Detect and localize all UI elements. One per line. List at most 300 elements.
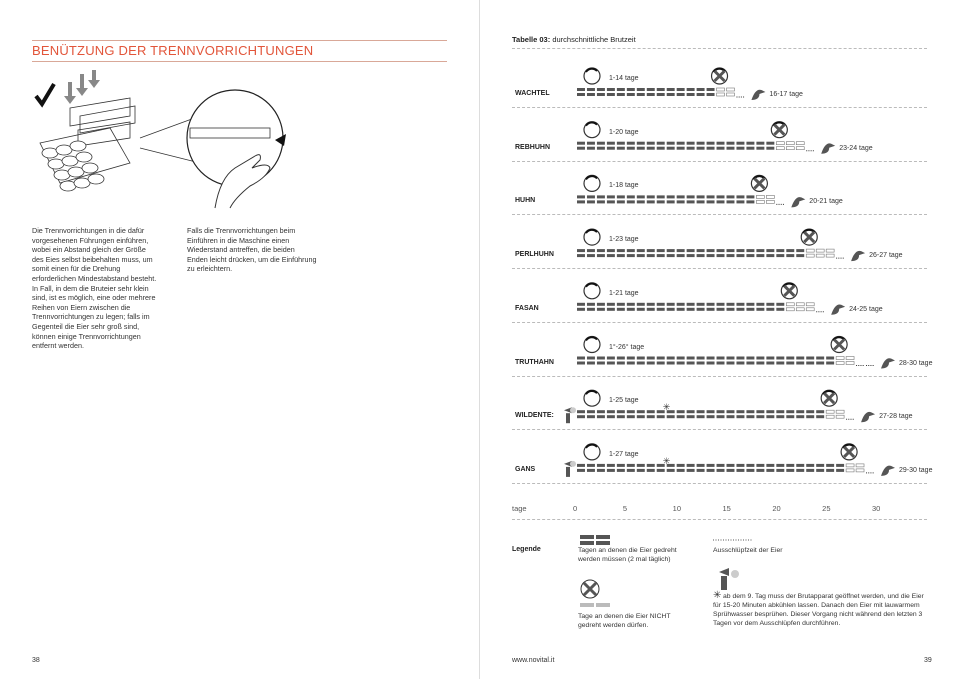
turn-day-bar — [746, 249, 754, 252]
turn-day-bar — [607, 362, 615, 365]
turn-day-bar — [756, 410, 764, 413]
turn-day-bar — [607, 415, 615, 418]
turn-day-bar — [707, 142, 715, 145]
no-turn-day-bar — [766, 200, 774, 203]
turn-day-bar — [607, 200, 615, 203]
turn-day-bar — [587, 254, 595, 257]
turn-day-bar — [727, 249, 735, 252]
turn-day-bar — [577, 469, 585, 472]
turn-day-bar — [816, 415, 824, 418]
turn-day-bar — [617, 469, 625, 472]
bird-icon — [861, 412, 875, 422]
turn-day-bar — [766, 249, 774, 252]
turn-day-bar — [756, 147, 764, 150]
turn-day-bar — [597, 464, 605, 467]
turn-day-bar — [637, 464, 645, 467]
turn-day-bar — [657, 200, 665, 203]
turn-start-icon — [584, 283, 600, 299]
turn-day-bar — [647, 303, 655, 306]
turn-day-bar — [597, 200, 605, 203]
turn-day-bar — [617, 142, 625, 145]
hatch-days-label: 26-27 tage — [869, 252, 903, 260]
turn-day-bar — [806, 362, 814, 365]
turn-day-bar — [717, 195, 725, 198]
turn-day-bar — [796, 410, 804, 413]
turn-day-bar — [736, 362, 744, 365]
turning-days-label: 1-25 tage — [609, 397, 639, 405]
turn-day-bar — [727, 357, 735, 360]
no-turn-day-bar — [756, 195, 764, 198]
turn-day-bar — [756, 249, 764, 252]
turn-day-bar — [816, 362, 824, 365]
turn-day-bar — [746, 200, 754, 203]
turn-day-bar — [627, 464, 635, 467]
turn-day-bar — [766, 147, 774, 150]
turn-day-bar — [796, 469, 804, 472]
turn-day-bar — [766, 357, 774, 360]
turn-day-bar — [627, 142, 635, 145]
no-turn-icon — [841, 444, 857, 460]
turn-day-bar — [806, 410, 814, 413]
turn-day-bar — [697, 303, 705, 306]
turn-day-bar — [687, 308, 695, 311]
turn-day-bar — [806, 415, 814, 418]
no-turn-icon — [821, 390, 837, 406]
turn-day-bar — [746, 303, 754, 306]
turn-day-bar — [637, 415, 645, 418]
turn-day-bar — [697, 254, 705, 257]
turning-days-label: 1-18 tage — [609, 182, 639, 190]
turn-day-bar — [627, 303, 635, 306]
turn-day-bar — [776, 308, 784, 311]
turn-day-bar — [806, 464, 814, 467]
hatch-days-label: 28-30 tage — [899, 359, 933, 367]
turn-day-bar — [687, 93, 695, 96]
turn-day-bar — [647, 357, 655, 360]
turn-day-bar — [647, 469, 655, 472]
bird-icon — [831, 305, 845, 315]
turn-day-bar — [766, 308, 774, 311]
turn-day-bar — [736, 410, 744, 413]
turn-day-bar — [687, 142, 695, 145]
turn-day-bar — [647, 195, 655, 198]
turn-day-bar — [667, 147, 675, 150]
turn-day-bar — [667, 362, 675, 365]
turning-days-label: 1-21 tage — [609, 289, 639, 297]
turn-day-bar — [687, 254, 695, 257]
bird-row-bars — [577, 229, 865, 261]
turn-day-bar — [697, 362, 705, 365]
bird-icon — [851, 251, 865, 261]
no-turn-icon — [771, 122, 787, 138]
turn-day-bar — [597, 88, 605, 91]
hatch-days-label: 20-21 tage — [809, 198, 843, 206]
legend-spray-text: ab dem 9. Tag muss der Brutapparat geöffnet werden, und die Eier für 15-20 Minuten abkühlen lassen. Danach den Eier mit lauwarmem Sprühwasser besprühen. Dieser Vorgang nicht während den letzten 3 Tagen vor dem Ausschlüpfen durchführen. — [713, 593, 924, 627]
turn-day-bar — [776, 362, 784, 365]
table-title-text: durchschnittliche Brutzeit — [552, 35, 636, 44]
turn-day-bar — [627, 249, 635, 252]
turn-day-bar — [697, 249, 705, 252]
no-turn-day-bar — [786, 147, 794, 150]
no-turn-icon — [801, 229, 817, 245]
turn-day-bar — [717, 249, 725, 252]
turn-day-bar — [577, 362, 585, 365]
bird-name: WILDENTE: — [515, 412, 554, 420]
no-turn-day-bar — [816, 254, 824, 257]
turn-day-bar — [736, 357, 744, 360]
legend-title: Legende — [512, 546, 541, 553]
bird-row-bars — [577, 68, 765, 100]
turn-day-bar — [647, 410, 655, 413]
turn-day-bar — [776, 469, 784, 472]
turn-day-bar — [637, 362, 645, 365]
turn-day-bar — [607, 254, 615, 257]
no-turn-day-bar — [836, 415, 844, 418]
no-turn-day-bar — [846, 362, 854, 365]
turn-day-bar — [657, 469, 665, 472]
no-turn-icon — [781, 283, 797, 299]
turn-day-bar — [707, 147, 715, 150]
no-turn-day-bar — [806, 308, 814, 311]
turn-day-bar — [657, 308, 665, 311]
bird-name: FASAN — [515, 304, 539, 312]
no-turn-day-bar — [856, 464, 864, 467]
turn-day-bar — [786, 464, 794, 467]
turn-day-bar — [687, 200, 695, 203]
turn-day-bar — [786, 249, 794, 252]
no-turn-day-bar — [856, 469, 864, 472]
turn-day-bar — [756, 142, 764, 145]
axis-label: tage — [512, 504, 527, 513]
bird-row-bars — [577, 175, 805, 207]
turn-start-icon — [584, 337, 600, 353]
legend-turned-text: Tagen an denen die Eier gedreht werden müssen (2 mal täglich) — [578, 547, 677, 563]
turn-day-bar — [756, 308, 764, 311]
turning-days-label: 1-14 tage — [609, 75, 639, 82]
no-turn-day-bar — [786, 308, 794, 311]
turn-day-bar — [637, 195, 645, 198]
turn-day-bar — [717, 254, 725, 257]
turn-day-bar — [597, 142, 605, 145]
no-turn-day-bar — [836, 410, 844, 413]
turn-day-bar — [746, 195, 754, 198]
turn-day-bar — [727, 415, 735, 418]
turn-day-bar — [736, 415, 744, 418]
turn-day-bar — [687, 410, 695, 413]
no-turn-day-bar — [796, 147, 804, 150]
turn-day-bar — [647, 142, 655, 145]
turn-day-bar — [707, 410, 715, 413]
turn-day-bar — [607, 88, 615, 91]
turn-day-bar — [736, 142, 744, 145]
turn-day-bar — [707, 464, 715, 467]
turn-day-bar — [577, 254, 585, 257]
axis-tick: 10 — [672, 504, 681, 513]
turn-day-bar — [776, 410, 784, 413]
no-turn-day-bar — [806, 254, 814, 257]
turn-day-bar — [657, 249, 665, 252]
turn-day-bar — [727, 469, 735, 472]
turn-day-bar — [647, 254, 655, 257]
turn-day-bar — [766, 464, 774, 467]
turn-day-bar — [667, 249, 675, 252]
turn-day-bar — [597, 410, 605, 413]
no-turn-day-bar — [766, 195, 774, 198]
turn-day-bar — [736, 249, 744, 252]
turn-day-bar — [717, 308, 725, 311]
turn-day-bar — [587, 147, 595, 150]
turn-day-bar — [776, 357, 784, 360]
turn-day-bar — [577, 200, 585, 203]
turn-day-bar — [627, 410, 635, 413]
turn-day-bar — [687, 357, 695, 360]
turn-day-bar — [677, 249, 685, 252]
turn-day-bar — [776, 303, 784, 306]
turn-day-bar — [727, 200, 735, 203]
turn-day-bar — [707, 308, 715, 311]
turn-day-bar — [667, 469, 675, 472]
turn-day-bar — [577, 410, 585, 413]
turn-day-bar — [627, 200, 635, 203]
axis-rule — [512, 519, 927, 520]
turn-day-bar — [816, 464, 824, 467]
turn-day-bar — [677, 464, 685, 467]
turn-day-bar — [736, 308, 744, 311]
turn-day-bar — [657, 195, 665, 198]
page-number-right: 39 — [924, 657, 932, 664]
turn-day-bar — [707, 249, 715, 252]
turn-day-bar — [627, 308, 635, 311]
turn-day-bar — [717, 357, 725, 360]
turn-day-bar — [736, 303, 744, 306]
turn-day-bar — [577, 415, 585, 418]
turn-day-bar — [826, 469, 834, 472]
turn-day-bar — [657, 147, 665, 150]
turn-day-bar — [627, 415, 635, 418]
turn-day-bar — [607, 469, 615, 472]
hatch-days-label: 27-28 tage — [879, 413, 913, 421]
turn-day-bar — [637, 93, 645, 96]
no-turn-day-bar — [806, 249, 814, 252]
turn-day-bar — [597, 93, 605, 96]
turn-day-bar — [766, 362, 774, 365]
turn-day-bar — [607, 303, 615, 306]
no-turn-day-bar — [836, 357, 844, 360]
turning-days-label: 1-20 tage — [609, 128, 639, 136]
bird-name: REBHUHN — [515, 143, 550, 151]
turn-day-bar — [637, 200, 645, 203]
no-turn-day-bar — [796, 142, 804, 145]
turn-day-bar — [587, 88, 595, 91]
turn-day-bar — [667, 88, 675, 91]
turn-day-bar — [796, 357, 804, 360]
turn-day-bar — [667, 93, 675, 96]
turn-day-bar — [687, 464, 695, 467]
turn-day-bar — [697, 93, 705, 96]
turn-day-bar — [677, 254, 685, 257]
turn-day-bar — [667, 415, 675, 418]
spray-asterisk-icon: ✳ — [662, 456, 671, 467]
turn-day-bar — [587, 362, 595, 365]
turn-day-bar — [717, 200, 725, 203]
bird-icon — [881, 466, 895, 476]
turn-day-bar — [687, 195, 695, 198]
turn-day-bar — [687, 88, 695, 91]
turn-day-bar — [766, 415, 774, 418]
turn-day-bar — [617, 362, 625, 365]
turn-day-bar — [677, 308, 685, 311]
turn-day-bar — [657, 362, 665, 365]
no-turn-day-bar — [776, 142, 784, 145]
turn-day-bar — [677, 142, 685, 145]
no-turn-day-bar — [806, 303, 814, 306]
turn-day-bar — [587, 249, 595, 252]
turn-day-bar — [657, 254, 665, 257]
turn-day-bar — [577, 249, 585, 252]
turn-day-bar — [647, 464, 655, 467]
turn-day-bar — [627, 357, 635, 360]
turn-day-bar — [687, 249, 695, 252]
turn-day-bar — [627, 147, 635, 150]
no-turn-day-bar — [756, 200, 764, 203]
turn-day-bar — [776, 254, 784, 257]
turn-day-bar — [637, 308, 645, 311]
turn-day-bar — [647, 200, 655, 203]
turn-day-bar — [776, 464, 784, 467]
turn-day-bar — [617, 464, 625, 467]
no-turn-icon — [831, 337, 847, 353]
hatch-days-label: 29-30 tage — [899, 466, 933, 474]
no-turn-day-bar — [727, 88, 735, 91]
turn-day-bar — [766, 410, 774, 413]
turn-day-bar — [677, 362, 685, 365]
turn-day-bar — [677, 415, 685, 418]
turn-day-bar — [617, 88, 625, 91]
turn-day-bar — [617, 147, 625, 150]
no-turn-day-bar — [846, 357, 854, 360]
turn-day-bar — [607, 249, 615, 252]
turn-day-bar — [577, 88, 585, 91]
bird-icon — [751, 90, 765, 100]
turn-day-bar — [826, 464, 834, 467]
turn-day-bar — [717, 469, 725, 472]
turn-day-bar — [657, 142, 665, 145]
turn-day-bar — [647, 362, 655, 365]
turn-day-bar — [677, 357, 685, 360]
turn-day-bar — [607, 147, 615, 150]
turn-day-bar — [577, 142, 585, 145]
turn-day-bar — [627, 88, 635, 91]
turn-day-bar — [617, 357, 625, 360]
turn-day-bar — [766, 254, 774, 257]
turn-day-bar — [677, 303, 685, 306]
turn-day-bar — [607, 195, 615, 198]
turn-day-bar — [667, 142, 675, 145]
turn-day-bar — [597, 195, 605, 198]
turn-day-bar — [617, 200, 625, 203]
turn-day-bar — [667, 303, 675, 306]
turn-day-bar — [607, 410, 615, 413]
turn-day-bar — [617, 254, 625, 257]
turn-day-bar — [776, 415, 784, 418]
turn-day-bar — [607, 93, 615, 96]
turn-day-bar — [597, 362, 605, 365]
spray-asterisk-icon: ✳ — [662, 403, 671, 414]
no-turn-day-bar — [826, 254, 834, 257]
turn-day-bar — [637, 147, 645, 150]
no-turn-day-bar — [826, 410, 834, 413]
no-turn-day-bar — [786, 303, 794, 306]
no-turn-icon — [751, 175, 767, 191]
turn-day-bar — [727, 254, 735, 257]
turn-day-bar — [766, 303, 774, 306]
turn-start-icon — [584, 68, 600, 84]
turn-day-bar — [717, 147, 725, 150]
bird-name: WACHTEL — [515, 90, 550, 97]
page-title: BENÜTZUNG DER TRENNVORRICHTUNGEN — [32, 43, 314, 58]
turn-day-bar — [667, 195, 675, 198]
turn-day-bar — [727, 303, 735, 306]
legend-no-turn-text: Tage an denen die Eier NICHT gedreht werden dürfen. — [578, 613, 671, 629]
turn-day-bar — [746, 254, 754, 257]
bird-name: HUHN — [515, 197, 536, 205]
turn-day-bar — [746, 469, 754, 472]
turn-day-bar — [657, 93, 665, 96]
turn-day-bar — [697, 357, 705, 360]
turn-day-bar — [587, 142, 595, 145]
turn-day-bar — [736, 200, 744, 203]
turn-day-bar — [667, 357, 675, 360]
turn-day-bar — [697, 464, 705, 467]
turn-day-bar — [707, 195, 715, 198]
turn-start-icon — [584, 444, 600, 460]
turn-day-bar — [746, 362, 754, 365]
turn-day-bar — [687, 469, 695, 472]
turn-day-bar — [647, 93, 655, 96]
turn-day-bar — [697, 415, 705, 418]
turn-day-bar — [637, 469, 645, 472]
turn-day-bar — [607, 142, 615, 145]
bird-icon — [881, 358, 895, 368]
turn-day-bar — [697, 88, 705, 91]
turn-start-icon — [584, 390, 600, 406]
turn-day-bar — [587, 200, 595, 203]
turn-day-bar — [587, 308, 595, 311]
turn-day-bar — [617, 308, 625, 311]
turn-day-bar — [727, 195, 735, 198]
turn-day-bar — [707, 254, 715, 257]
turn-day-bar — [766, 469, 774, 472]
turn-day-bar — [677, 147, 685, 150]
turn-day-bar — [647, 308, 655, 311]
turn-day-bar — [796, 464, 804, 467]
axis-tick: 25 — [822, 504, 831, 513]
turn-day-bar — [756, 469, 764, 472]
turn-day-bar — [707, 93, 715, 96]
no-turn-day-bar — [796, 308, 804, 311]
turn-day-bar — [717, 464, 725, 467]
turn-day-bar — [647, 147, 655, 150]
turn-day-bar — [717, 362, 725, 365]
turn-day-bar — [756, 254, 764, 257]
hatch-days-label: 23-24 tage — [839, 144, 873, 152]
turn-day-bar — [717, 142, 725, 145]
bird-icon — [791, 197, 805, 207]
no-turn-day-bar — [786, 142, 794, 145]
no-turn-day-bar — [846, 469, 854, 472]
turn-day-bar — [746, 142, 754, 145]
turn-day-bar — [816, 410, 824, 413]
